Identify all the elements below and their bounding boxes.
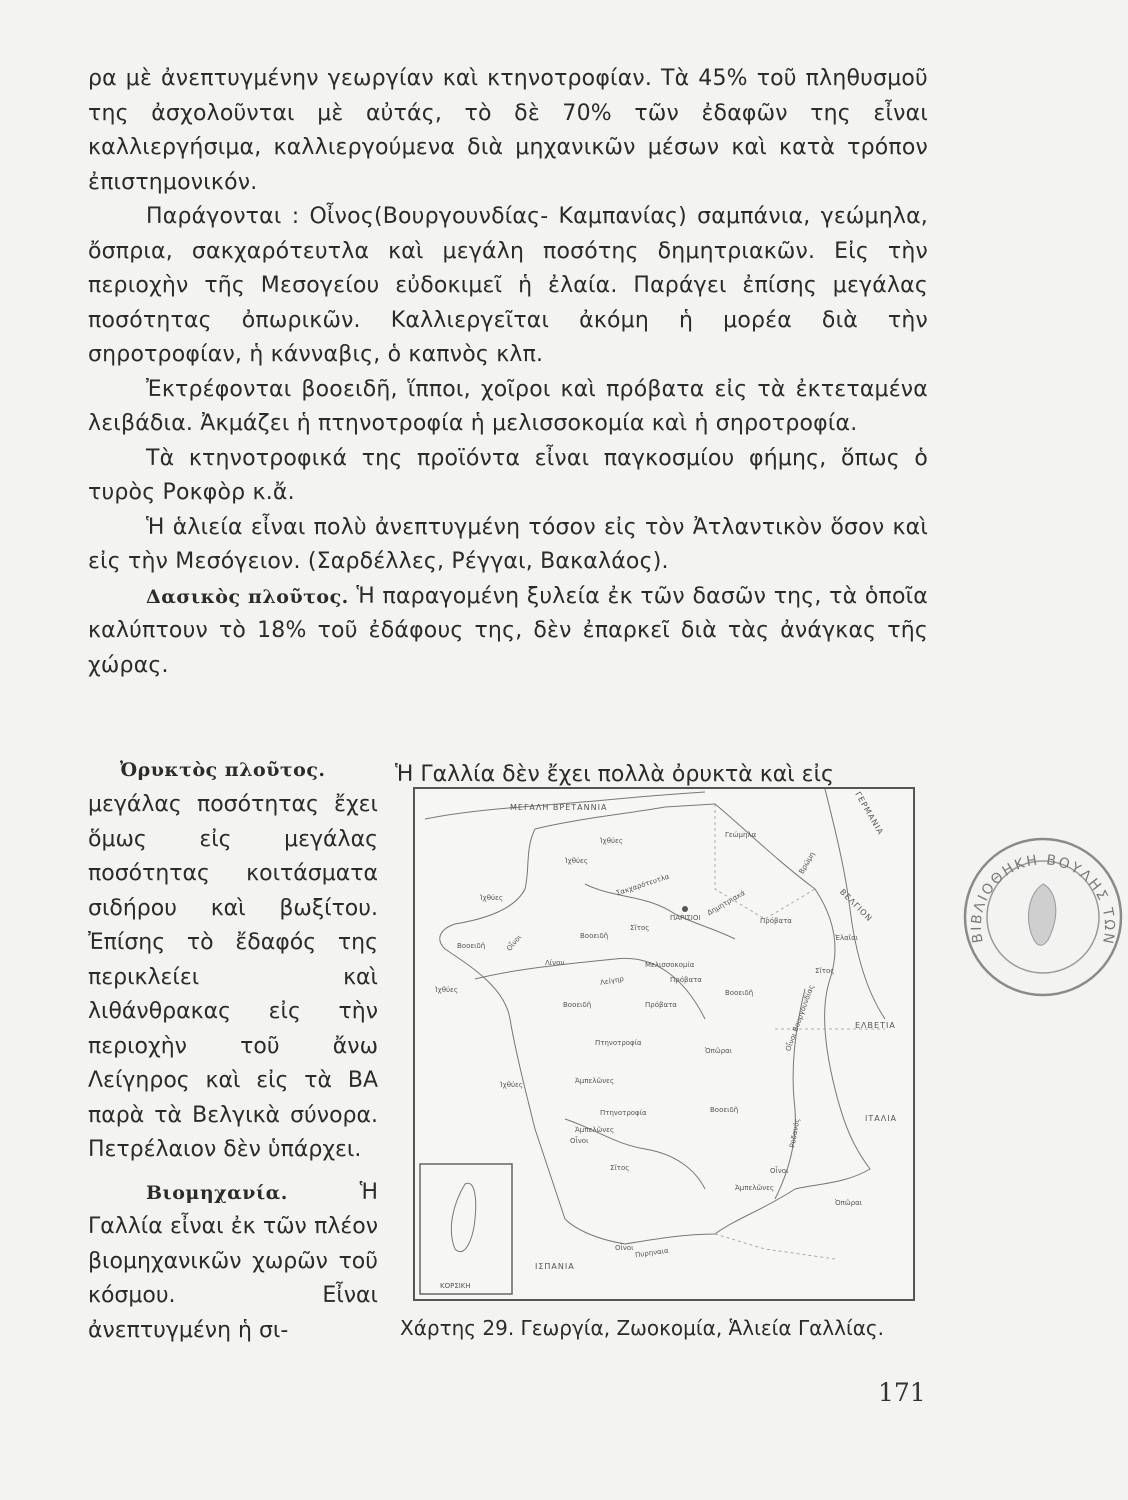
label-flax: Λίνον [545, 959, 565, 967]
label-vines-3: Ἀμπελῶνες [735, 1184, 775, 1192]
label-wine-2: Οἶνοι [570, 1137, 589, 1145]
label-grain-3: Σῖτος [815, 967, 835, 975]
stamp-emblem-icon [1028, 884, 1055, 945]
label-italy: ΙΤΑΛΙΑ [865, 1114, 898, 1123]
paragraph-intro: ρα μὲ ἀνεπτυγμένην γεωργίαν καὶ κτηνοτροφίαν. Τὰ 45% τοῦ πληθυσμοῦ της ἀσχολοῦνται μὲ αὐτάς, τὸ δὲ 70% τῶν ἐδαφῶν της εἶναι καλλιεργήσιμα, καλλιεργούμενα διὰ μηχανικῶν μέσων καὶ κατὰ τρόπον ἐπιστημονικόν. [88, 66, 928, 195]
paragraph-livestock: Ἐκτρέφονται βοοειδῆ, ἵπποι, χοῖροι καὶ πρόβατα εἰς τὰ ἐκτεταμένα λειβάδια. Ἀκμάζει ἡ πτηνοτροφία ἡ μελισσοκομία καὶ ἡ σηροτροφία. [88, 376, 928, 436]
label-germany: ΓΕΡΜΑΝΙΑ [853, 790, 886, 837]
label-cereals: Δημητριακά [705, 888, 747, 918]
label-fish-3: Ἰχθύες [480, 894, 503, 902]
label-potatoes: Γεώμηλα [725, 831, 757, 839]
forest-text: Ἡ παραγομένη ξυλεία ἐκ τῶν δασῶν της, τὰ ὁποῖα καλύπτουν τὸ 18% τοῦ ἐδάφους της, δὲν ἐπαρκεῖ διὰ τὰς ἀνάγκας τῆς χώρας. [88, 583, 928, 678]
paragraph-products: Παράγονται : Οἶνος(Βουργουνδίας- Καμπανίας) σαμπάνια, γεώμηλα, ὄσπρια, σακχαρότευτλα καὶ μεγάλη ποσότης δημητριακῶν. Εἰς τὴν περιοχὴν τῆς Μεσογείου εὐδοκιμεῖ ἡ ἐλαία. Παράγει ἐπίσης μεγάλας ποσότητας ὀπωρικῶν. Καλλιεργεῖται ἀκόμη ἡ μορέα διὰ τὴν σηροτροφίαν, ἡ κάνναβις, ὁ καπνὸς κλπ. [88, 204, 928, 367]
label-fruit-1: Ὀπῶραι [705, 1047, 733, 1055]
label-paris: ΠΑΡΙΣΙΟΙ [670, 914, 701, 922]
map-caption: Χάρτης 29. Γεωργία, Ζωοκομία, Ἁλιεία Γαλλίας. [400, 1316, 885, 1340]
label-fruit-2: Ὀπῶραι [835, 1199, 863, 1207]
label-fish-5: Ἰχθύες [500, 1081, 523, 1089]
label-cattle-4: Βοοειδῆ [563, 1001, 592, 1009]
label-sheep-2: Πρόβατα [645, 1001, 677, 1009]
map-drawing [415, 789, 913, 1299]
label-wine-3: Οἶνοι [770, 1167, 789, 1175]
label-wine-district: Οἶνοι Βουργουνδίας [784, 983, 816, 1053]
industry-heading: Βιομηχανία. [146, 1181, 288, 1204]
left-column-text [88, 788, 378, 1348]
label-fish-2: Ἰχθύες [565, 857, 588, 865]
label-cattle-5: Βοοειδῆ [710, 1106, 739, 1114]
label-uk: ΜΕΓΑΛΗ ΒΡΕΤΑΝΝΙΑ [510, 803, 608, 812]
label-cattle-3: Βοοειδῆ [725, 989, 754, 997]
paragraph-dairy: Τὰ κτηνοτροφικά της προϊόντα εἶναι παγκοσμίου φήμης, ὅπως ὁ τυρὸς Ροκφὸρ κ.ἄ. [88, 445, 928, 505]
label-spain: ΙΣΠΑΝΙΑ [535, 1262, 575, 1271]
label-grain-2: Σῖτος [610, 1164, 630, 1172]
page-number: 171 [878, 1378, 926, 1407]
paragraph-fishing: Ἡ ἁλιεία εἶναι πολὺ ἀνεπτυγμένη τόσον εἰς τὸν Ἀτλαντικὸν ὅσον καὶ εἰς τὴν Μεσόγειον. (Σαρδέλλες, Ρέγγαι, Βακαλάος). [88, 514, 928, 574]
label-wine-1: Οἶνοι [505, 933, 524, 953]
label-sheep-1: Πρόβατα [670, 976, 702, 984]
label-wine-4: Οἶνοι [615, 1244, 634, 1252]
label-oats: Βρώμη [797, 850, 817, 876]
label-fish-1: Ἰχθύες [600, 837, 623, 845]
label-poultry-2: Πτηνοτροφία [600, 1109, 647, 1117]
forest-heading: Δασικὸς πλοῦτος. [146, 585, 349, 608]
label-corsica: ΚΟΡΣΙΚΗ [440, 1282, 471, 1290]
label-beekeeping: Μελισσοκομία [645, 961, 695, 969]
industry-text: Ἡ Γαλλία εἶναι ἐκ τῶν πλέον βιομηχανικῶν χωρῶν τοῦ κόσμου. Εἶναι ἀνεπτυγμένη ἡ σι- [88, 1179, 378, 1343]
label-belgium: ΒΕΛΓΙΟΝ [837, 887, 875, 924]
main-text-block [88, 62, 928, 683]
label-loire: Λείγηρ [599, 974, 625, 988]
paragraph-forest [88, 580, 928, 684]
mineral-right-text: Ἡ Γαλλία δὲν ἔχει πολλὰ ὀρυκτὰ καὶ εἰς [395, 762, 834, 787]
paragraph-industry [88, 1176, 378, 1349]
mineral-left-text: μεγάλας ποσότητας ἔχει ὅμως εἰς μεγάλας ποσότητας κοιτάσματα σιδήρου καὶ βωξίτου. Ἐπίσης τὸ ἔδαφός της περικλείει καὶ λιθάνθρακας εἰς τὴν περιοχὴν τοῦ ἄνω Λείγηρος καὶ εἰς τὰ ΒΑ παρὰ τὰ Βελγικὰ σύνορα. Πετρέλαιον δὲν ὑπάρχει. [88, 792, 378, 1162]
label-switzerland: ΕΛΒΕΤΙΑ [855, 1021, 896, 1030]
corsica-outline [451, 1183, 475, 1251]
label-fish-4: Ἰχθύες [435, 986, 458, 994]
mineral-heading-block [88, 753, 378, 788]
label-sheep-3: Πρόβατα [760, 917, 792, 925]
label-vines-1: Ἀμπελῶνες [575, 1077, 615, 1085]
label-rhone: Ροδανός [788, 1117, 802, 1149]
label-poultry-1: Πτηνοτροφία [595, 1039, 642, 1047]
france-agriculture-map [413, 787, 915, 1301]
label-pyrenees: Πυρηναια [634, 1246, 670, 1260]
library-stamp [948, 822, 1128, 1002]
label-sugarbeet: Σακχαρότευτλα [615, 872, 671, 898]
label-grain-1: Σῖτος [630, 924, 650, 932]
stamp-text: ΒΙΒΛΙΟΘΗΚΗ ΒΟΥΛΗΣ ΤΩΝ [968, 852, 1118, 947]
label-vines-2: Ἀμπελῶνες [575, 1126, 615, 1134]
label-cattle-2: Βοοειδῆ [580, 932, 609, 940]
label-cattle-1: Βοοειδῆ [457, 942, 486, 950]
mineral-heading: Ὀρυκτὸς πλοῦτος. [120, 759, 326, 781]
label-olives: Ἐλαῖαι [835, 934, 859, 942]
